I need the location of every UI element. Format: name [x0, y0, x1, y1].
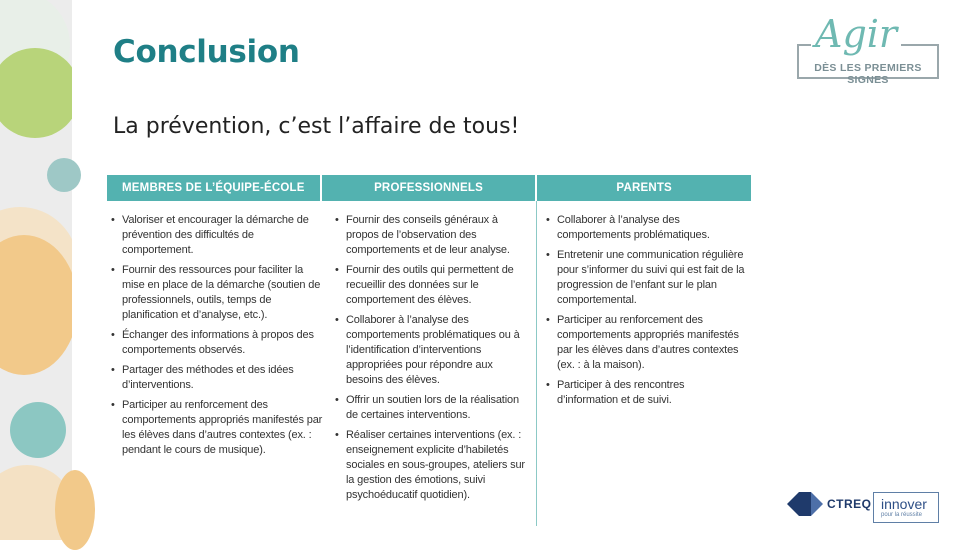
slide-title: Conclusion [113, 34, 300, 70]
decor-circle [10, 402, 66, 458]
bullet-item: • Participer à des rencontres d’information et de suivi. [546, 378, 745, 408]
decorative-side-strip [0, 0, 72, 540]
bullet-item: • Valoriser et encourager la démarche de prévention des difficultés de comportement. [111, 213, 325, 258]
bullet-item: • Fournir des ressources pour faciliter la mise en place de la démarche (soutien de professionnels, outils, temps de planification et d’analyse, etc.). [111, 263, 325, 323]
bullet-item: • Offrir un soutien lors de la réalisation de certaines interventions. [335, 393, 530, 423]
column-parents [537, 201, 751, 526]
column-professionals [331, 201, 537, 526]
logo-tagline: DÈS LES PREMIERS SIGNES [814, 62, 922, 86]
slide-subtitle: La prévention, c’est l’affaire de tous! [113, 114, 520, 139]
bullet-item: • Collaborer à l’analyse des comportements problématiques ou à l’identification d’interventions appropriées pour répondre aux besoins des élèves. [335, 313, 530, 388]
header-parents: PARENTS [535, 175, 751, 201]
decor-circle [0, 235, 72, 375]
bullet-item: • Participer au renforcement des comportements appropriés manifestés par les élèves dans d’autres contextes (ex. : pendant le cours de musique). [111, 398, 325, 458]
bullet-list [546, 213, 745, 408]
innover-sublabel: pour la réussite [881, 512, 923, 518]
bullet-item: • Collaborer à l’analyse des comportements problématiques. [546, 213, 745, 243]
logo-word: Agir [811, 12, 901, 56]
decor-circle [47, 158, 81, 192]
ctreq-label: CTREQ [827, 497, 872, 511]
table-header [107, 175, 751, 201]
bullet-list [335, 213, 530, 503]
innover-logo [873, 492, 939, 523]
agir-logo [797, 12, 941, 86]
header-professionals: PROFESSIONNELS [320, 175, 536, 201]
roles-table [107, 175, 751, 526]
header-school-team: MEMBRES DE L’ÉQUIPE-ÉCOLE [122, 182, 305, 194]
decor-circle [0, 48, 72, 138]
innover-label: innover [881, 496, 927, 512]
bullet-item: • Participer au renforcement des comportements appropriés manifestés par les élèves dans d’autres contextes (ex. : à la maison). [546, 313, 745, 373]
bullet-item: • Réaliser certaines interventions (ex. : enseignement explicite d’habiletés sociales en sous-groupes, ateliers sur la gestion des émotions, suivi psychoéducatif quotidien). [335, 428, 530, 503]
bullet-list [111, 213, 325, 458]
bullet-item: • Fournir des conseils généraux à propos de l’observation des comportements et de leur analyse. [335, 213, 530, 258]
bullet-item: • Entretenir une communication régulière pour s’informer du suivi qui est fait de la progression de l’enfant sur le plan comportemental. [546, 248, 745, 308]
bullet-item: • Fournir des outils qui permettent de recueillir des données sur le comportement des élèves. [335, 263, 530, 308]
column-school-team [107, 201, 331, 526]
bullet-item: • Partager des méthodes et des idées d’interventions. [111, 363, 325, 393]
ctreq-logo [787, 492, 872, 516]
ctreq-mark-icon [787, 492, 825, 516]
bullet-item: • Échanger des informations à propos des comportements observés. [111, 328, 325, 358]
table-body [107, 201, 751, 526]
decor-circle [55, 470, 95, 550]
